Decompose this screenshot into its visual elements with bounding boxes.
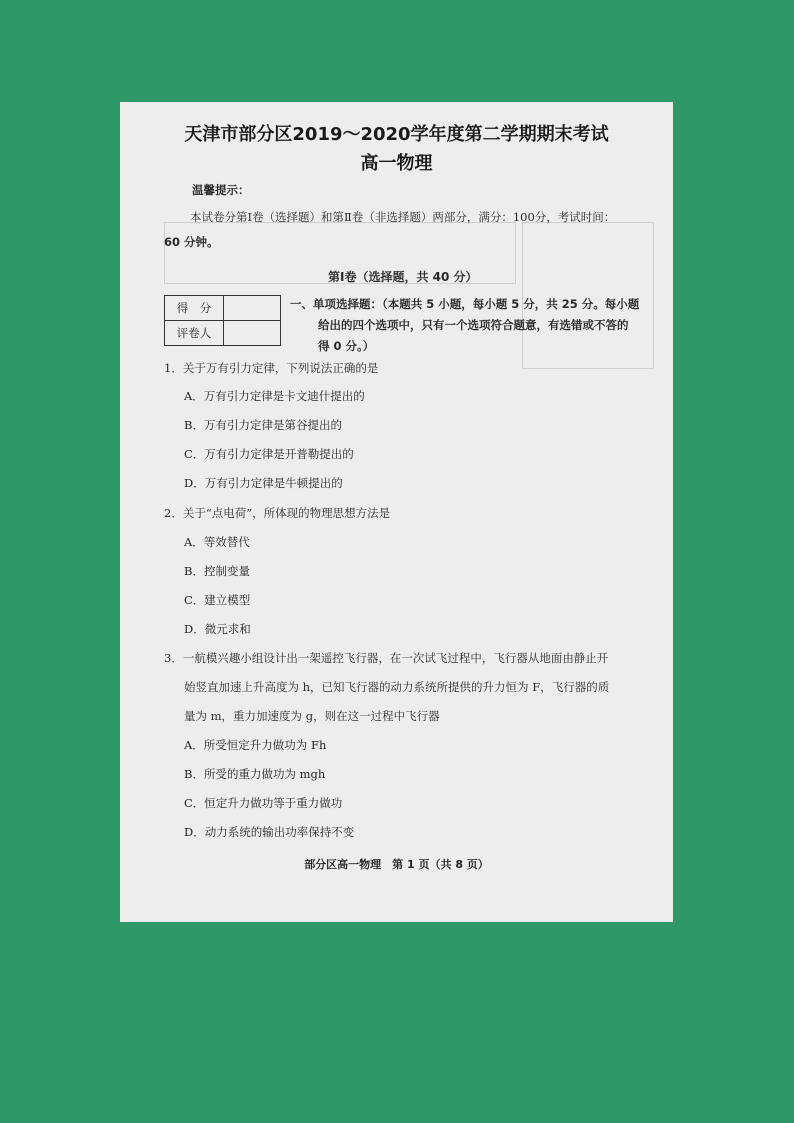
exam-page bbox=[120, 102, 673, 922]
question-3-option-d: D．动力系统的输出功率保持不变 bbox=[184, 825, 355, 839]
section-instruction-3: 得 0 分。） bbox=[318, 339, 375, 353]
question-3-option-a: A．所受恒定升力做功为 Fh bbox=[184, 738, 327, 752]
tips-line-2: 60 分钟。 bbox=[164, 235, 219, 249]
tips-line-1: 本试卷分第Ⅰ卷（选择题）和第Ⅱ卷（非选择题）两部分，满分：100分，考试时间： bbox=[190, 210, 616, 224]
score-table bbox=[164, 295, 281, 346]
question-3-stem-line-2: 始竖直加速上升高度为 h，已知飞行器的动力系统所提供的升力恒为 F，飞行器的质 bbox=[184, 680, 610, 694]
page-footer: 部分区高一物理 第 1 页（共 8 页） bbox=[304, 858, 489, 871]
question-3-option-b: B．所受的重力做功为 mgh bbox=[184, 767, 326, 781]
question-1-stem: 1．关于万有引力定律，下列说法正确的是 bbox=[164, 361, 379, 375]
question-3-option-c: C．恒定升力做功等于重力做功 bbox=[184, 796, 343, 810]
question-1-option-c: C．万有引力定律是开普勒提出的 bbox=[184, 447, 354, 461]
question-3-stem-line-3: 量为 m，重力加速度为 g，则在这一过程中飞行器 bbox=[184, 709, 440, 723]
score-label: 得 分 bbox=[165, 296, 224, 321]
question-2-option-b: B．控制变量 bbox=[184, 564, 250, 578]
question-1-option-a: A．万有引力定律是卡文迪什提出的 bbox=[184, 389, 365, 403]
exam-subject: 高一物理 bbox=[360, 153, 433, 174]
question-1-option-b: B．万有引力定律是第谷提出的 bbox=[184, 418, 342, 432]
tips-label: 温馨提示： bbox=[192, 183, 250, 197]
exam-title: 天津市部分区2019～2020学年度第二学期期末考试 bbox=[184, 124, 609, 145]
grader-cell[interactable] bbox=[224, 321, 281, 346]
question-2-stem: 2．关于“点电荷”，所体现的物理思想方法是 bbox=[164, 506, 391, 520]
question-1-option-d: D．万有引力定律是牛顿提出的 bbox=[184, 476, 343, 490]
question-2-option-d: D．微元求和 bbox=[184, 622, 251, 636]
section-instruction-1: 一、单项选择题：（本题共 5 小题，每小题 5 分，共 25 分。每小题 bbox=[290, 297, 640, 311]
question-2-option-c: C．建立模型 bbox=[184, 593, 251, 607]
question-3-stem-line-1: 3．一航模兴趣小组设计出一架遥控飞行器，在一次试飞过程中，飞行器从地面由静止开 bbox=[164, 651, 609, 665]
score-cell[interactable] bbox=[224, 296, 281, 321]
grader-label: 评卷人 bbox=[165, 321, 224, 346]
section-instruction-2: 给出的四个选项中，只有一个选项符合题意，有选错或不答的 bbox=[318, 318, 629, 332]
part-title: 第Ⅰ卷（选择题，共 40 分） bbox=[328, 270, 478, 284]
question-2-option-a: A．等效替代 bbox=[184, 535, 250, 549]
